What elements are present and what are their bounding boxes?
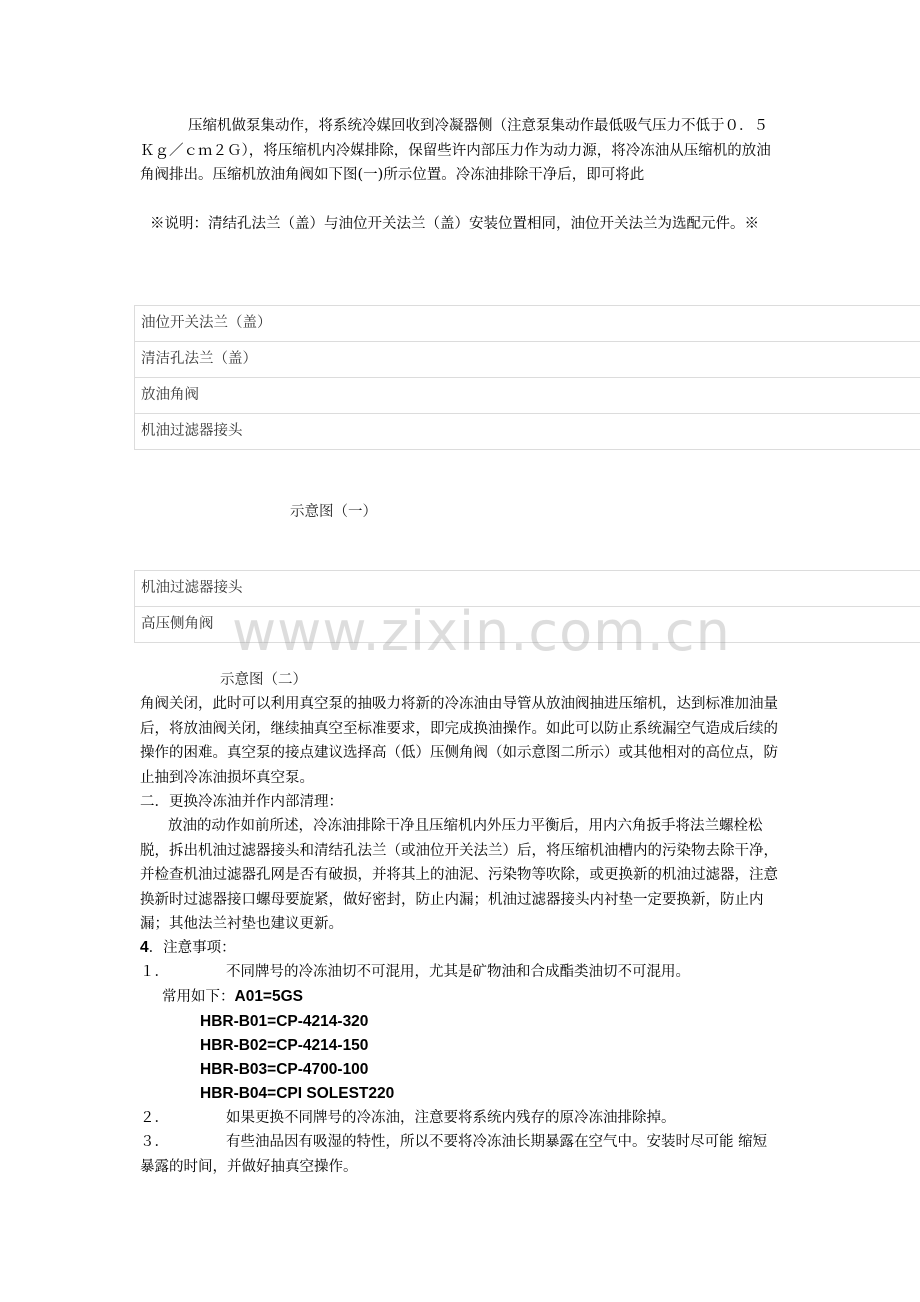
item2-number: ２． [140,1110,169,1126]
item2 [140,1106,676,1130]
item3-number: ３． [140,1134,169,1150]
item2-text: 如果更换不同牌号的冷冻油，注意要将系统内残存的原冷冻油排除掉。 [226,1110,676,1126]
figure1-label: 机油过滤器接头 [135,413,920,449]
code-line: HBR-B03=CP-4700-100 [200,1061,369,1078]
figure1-label: 清洁孔法兰（盖） [135,341,920,377]
common-oils [162,985,303,1009]
figure2-label: 机油过滤器接头 [141,580,243,596]
intro-paragraph: 压缩机做泵集动作，将系统冷媒回收到冷凝器侧（注意泵集动作最低吸气压力不低于０．５Ｋｇ／ｃｍ２Ｇ），将压缩机内冷媒排除，保留些许内部压力作为动力源，将冷冻油从压缩机的放油角阀排出。压缩机放油角阀如下图(一)所示位置。冷冻油排除干净后，即可将此 [140,118,771,183]
code-line: HBR-B01=CP-4214-320 [200,1013,369,1030]
item1 [140,960,690,984]
item1-number: １． [140,964,169,980]
code-line: HBR-B04=CPI SOLEST220 [200,1085,395,1102]
figure1-label-table [134,305,920,450]
watermark: www.zixin.com.cn [232,600,731,663]
figure1-label: 油位开关法兰（盖） [141,315,272,331]
paragraph-vacuum: 角阀关闭，此时可以利用真空泵的抽吸力将新的冷冻油由导管从放油阀抽进压缩机，达到标准加油量后，将放油阀关闭，继续抽真空至标准要求，即完成换油操作。如此可以防止系统漏空气造成后续的操作的困难。真空泵的接点建议选择高（低）压侧角阀（如示意图二所示）或其他相对的高位点，防止抽到冷冻油损坏真空泵。 [140,696,778,786]
code-line: HBR-B02=CP-4214-150 [200,1037,369,1054]
figure2-label: 高压侧角阀 [135,606,920,642]
item1-text: 不同牌号的冷冻油切不可混用，尤其是矿物油和合成酯类油切不可混用。 [226,964,690,980]
common-label: 常用如下： [162,989,235,1005]
section4-label: ．注意事项： [148,940,236,956]
section4-title [140,936,236,960]
figure1-label: 放油角阀 [135,377,920,413]
figure2-caption: 示意图（二） [220,672,307,688]
common-code: A01=5GS [234,988,304,1005]
section4-number: 4 [140,939,149,956]
intro-note: ※说明：清结孔法兰（盖）与油位开关法兰（盖）安装位置相同，油位开关法兰为选配元件。※ [150,216,759,232]
figure1-caption: 示意图（一） [290,504,377,520]
item3-text: 有些油品因有吸湿的特性，所以不要将冷冻油长期暴露在空气中。安装时尽可能 缩短暴露的时间，并做好抽真空操作。 [140,1134,768,1175]
paragraph-cleaning: 放油的动作如前所述，冷冻油排除干净且压缩机内外压力平衡后，用内六角扳手将法兰螺栓松脱，拆出机油过滤器接头和清结孔法兰（或油位开关法兰）后，将压缩机油槽内的污染物去除干净，并检查机油过滤器孔网是否有破损，并将其上的油泥、污染物等吹除，或更换新的机油过滤器，注意换新时过滤器接口螺母要旋紧，做好密封，防止内漏；机油过滤器接头内衬垫一定要换新，防止内漏；其他法兰衬垫也建议更新。 [140,818,778,932]
section2-title: 二．更换冷冻油并作内部清理： [140,794,343,810]
